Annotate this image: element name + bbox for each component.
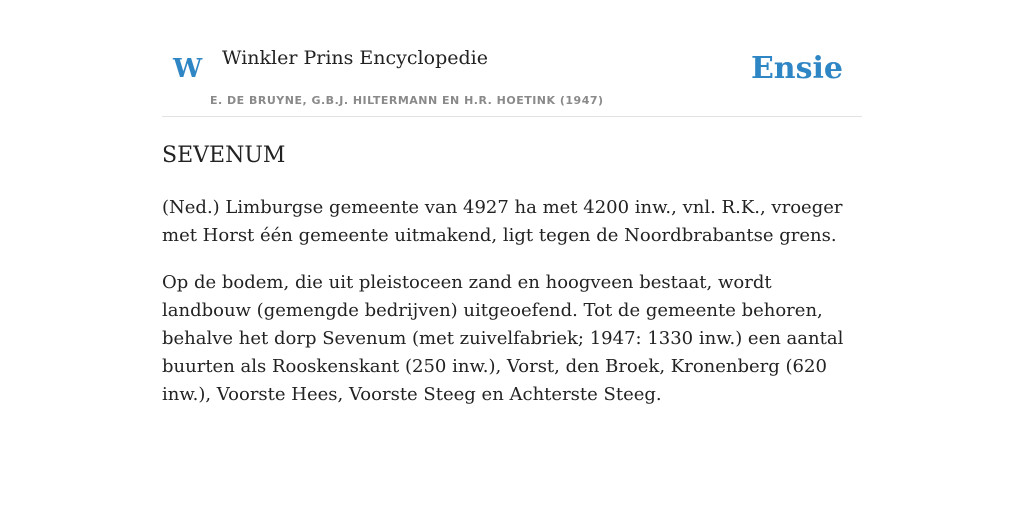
article-title: SEVENUM (162, 143, 286, 168)
encyclopedia-page (162, 0, 862, 409)
source-title[interactable]: Winkler Prins Encyclopedie (222, 47, 488, 69)
source-authors: E. DE BRUYNE, G.B.J. HILTERMANN EN H.R. HOETINK (1947) (210, 94, 604, 107)
source-header (162, 0, 862, 117)
winkler-prins-logo[interactable]: W (173, 54, 203, 84)
article-paragraph: Op de bodem, die uit pleistoceen zand en hoogveen bestaat, wordt landbouw (gemengde bedrijven) uitgeoefend. Tot de gemeente behoren, behalve het dorp Sevenum (met zuivelfabriek; 1947: 1330 inw.) een aantal buurten als Rooskenskant (250 inw.), Vorst, den Broek, Kronenberg (620 inw.), Voorste Hees, Voorste Steeg en Achterste Steeg. (162, 272, 844, 405)
ensie-logo[interactable]: Ensie (750, 51, 843, 86)
article-paragraph: (Ned.) Limburgse gemeente van 4927 ha met 4200 inw., vnl. R.K., vroeger met Horst één gemeente uitmakend, ligt tegen de Noordbrabantse grens. (162, 197, 843, 246)
